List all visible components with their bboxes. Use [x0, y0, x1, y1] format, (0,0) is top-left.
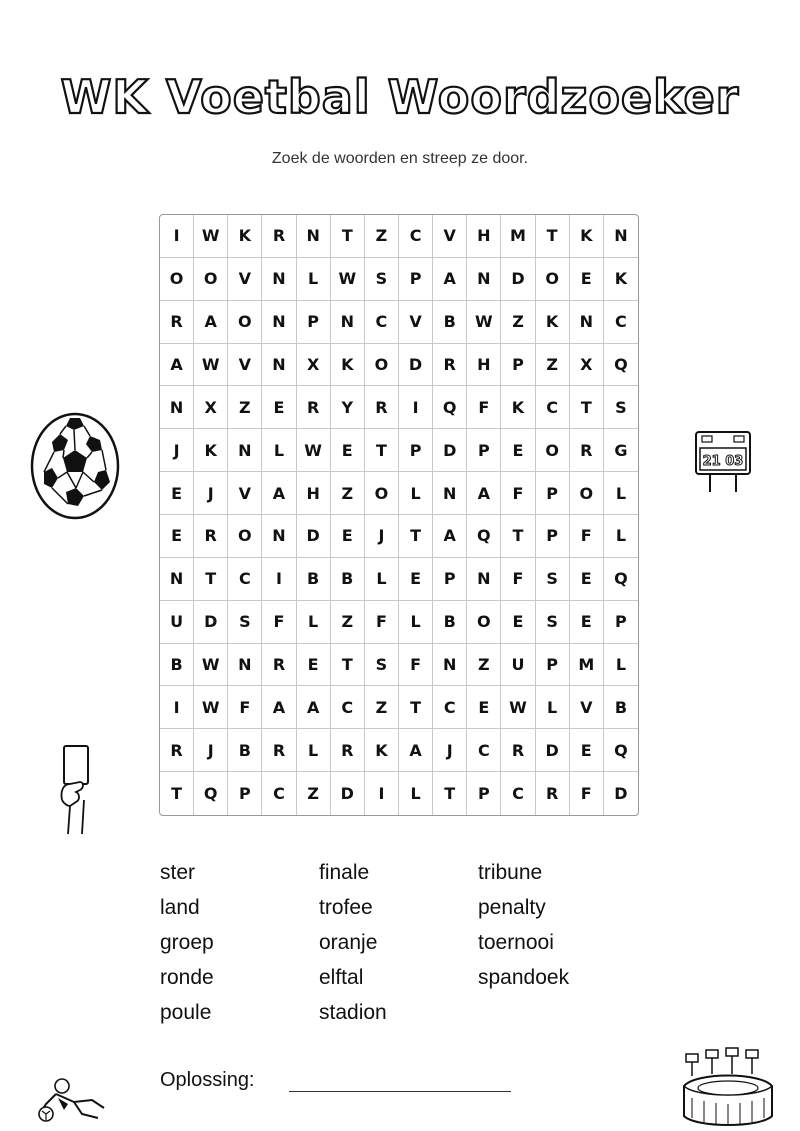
grid-cell[interactable]: T [331, 644, 365, 687]
grid-cell[interactable]: T [331, 215, 365, 258]
grid-cell[interactable]: I [399, 386, 433, 429]
grid-cell[interactable]: C [399, 215, 433, 258]
grid-cell[interactable]: H [297, 472, 331, 515]
grid-cell[interactable]: O [467, 601, 501, 644]
grid-cell[interactable]: J [160, 429, 194, 472]
grid-cell[interactable]: E [501, 429, 535, 472]
grid-cell[interactable]: R [262, 215, 296, 258]
grid-cell[interactable]: C [331, 686, 365, 729]
grid-cell[interactable]: E [570, 258, 604, 301]
grid-cell[interactable]: J [365, 515, 399, 558]
grid-cell[interactable]: O [536, 429, 570, 472]
word-item: finale [319, 861, 370, 884]
grid-cell[interactable]: G [604, 429, 638, 472]
grid-cell[interactable]: E [570, 729, 604, 772]
scoreboard-icon [694, 430, 752, 494]
grid-cell[interactable]: R [501, 729, 535, 772]
grid-cell[interactable]: O [365, 472, 399, 515]
grid-cell[interactable]: H [467, 215, 501, 258]
grid-cell[interactable]: D [194, 601, 228, 644]
grid-cell[interactable]: R [160, 729, 194, 772]
grid-cell[interactable]: I [365, 772, 399, 815]
grid-cell[interactable]: L [297, 258, 331, 301]
grid-cell[interactable]: N [228, 429, 262, 472]
grid-cell[interactable]: O [228, 515, 262, 558]
grid-cell[interactable]: X [570, 344, 604, 387]
grid-cell[interactable]: S [604, 386, 638, 429]
grid-cell[interactable]: R [433, 344, 467, 387]
grid-cell[interactable]: D [399, 344, 433, 387]
soccer-ball-icon [30, 412, 120, 520]
grid-cell[interactable]: S [365, 644, 399, 687]
grid-cell[interactable]: A [433, 515, 467, 558]
grid-cell[interactable]: D [614, 784, 628, 804]
grid-cell[interactable]: N [262, 301, 296, 344]
grid-cell[interactable]: Z [228, 386, 262, 429]
grid-cell[interactable]: S [536, 558, 570, 601]
grid-cell[interactable]: A [297, 686, 331, 729]
grid-cell[interactable]: P [467, 772, 501, 815]
grid-cell[interactable]: C [604, 301, 638, 344]
grid-cell[interactable]: K [228, 215, 262, 258]
grid-cell[interactable]: R [297, 386, 331, 429]
grid-cell[interactable]: N [297, 215, 331, 258]
word-list [160, 858, 640, 1033]
grid-cell[interactable]: S [365, 258, 399, 301]
grid-cell[interactable]: W [331, 258, 365, 301]
grid-cell[interactable]: N [331, 301, 365, 344]
grid-cell[interactable]: L [399, 772, 433, 815]
word-item: tribune [478, 861, 543, 884]
grid-cell[interactable]: E [399, 558, 433, 601]
grid-cell[interactable]: B [228, 729, 262, 772]
grid-cell[interactable]: S [228, 601, 262, 644]
grid-cell[interactable]: V [570, 686, 604, 729]
grid-cell[interactable]: Q [433, 386, 467, 429]
grid-cell[interactable]: E [160, 515, 194, 558]
grid-cell[interactable]: L [262, 429, 296, 472]
grid-cell[interactable]: I [160, 215, 194, 258]
grid-cell[interactable]: W [194, 344, 228, 387]
grid-cell[interactable]: P [536, 515, 570, 558]
grid-cell[interactable]: N [160, 386, 194, 429]
grid-cell[interactable]: C [501, 772, 535, 815]
scoreboard-score: 21 03 [702, 454, 744, 469]
grid-cell[interactable]: N [228, 644, 262, 687]
grid-cell[interactable]: Z [365, 686, 399, 729]
grid-cell[interactable]: O [536, 258, 570, 301]
grid-cell[interactable]: S [536, 601, 570, 644]
grid-cell[interactable]: P [399, 258, 433, 301]
grid-cell[interactable]: T [399, 686, 433, 729]
grid-cell[interactable]: T [399, 515, 433, 558]
grid-cell[interactable]: O [570, 472, 604, 515]
grid-cell[interactable]: C [262, 772, 296, 815]
grid-cell[interactable]: T [160, 772, 194, 815]
grid-cell[interactable]: K [194, 429, 228, 472]
grid-cell[interactable]: L [604, 644, 638, 687]
grid-cell[interactable]: W [194, 686, 228, 729]
grid-cell[interactable]: F [262, 601, 296, 644]
word-item: penalty [478, 896, 546, 919]
grid-cell[interactable]: P [536, 644, 570, 687]
grid-cell[interactable]: B [604, 686, 638, 729]
grid-cell[interactable]: J [433, 729, 467, 772]
grid-cell[interactable]: X [194, 386, 228, 429]
word-item: stadion [319, 1001, 387, 1024]
grid-cell[interactable]: E [262, 386, 296, 429]
grid-cell[interactable]: J [194, 729, 228, 772]
grid-cell[interactable]: P [228, 772, 262, 815]
solution-answer-line[interactable] [289, 1071, 511, 1092]
grid-cell[interactable]: M [501, 215, 535, 258]
grid-cell[interactable]: E [570, 601, 604, 644]
grid-cell[interactable]: A [262, 472, 296, 515]
grid-cell[interactable]: A [467, 472, 501, 515]
grid-cell[interactable]: V [228, 472, 262, 515]
grid-cell[interactable]: R [262, 644, 296, 687]
grid-cell[interactable]: E [331, 429, 365, 472]
grid-cell[interactable]: E [501, 601, 535, 644]
grid-cell[interactable]: L [365, 558, 399, 601]
grid-cell[interactable]: R [160, 301, 194, 344]
word-item: ster [160, 861, 196, 884]
grid-cell[interactable]: P [399, 429, 433, 472]
word-item: groep [160, 931, 214, 954]
grid-cell[interactable]: R [262, 729, 296, 772]
word-item: oranje [319, 931, 378, 954]
grid-cell[interactable]: Z [467, 644, 501, 687]
grid-cell[interactable]: T [194, 558, 228, 601]
grid-cell[interactable]: I [262, 558, 296, 601]
grid-cell[interactable]: N [604, 215, 638, 258]
grid-cell[interactable]: A [262, 686, 296, 729]
grid-cell[interactable]: P [604, 601, 638, 644]
grid-cell[interactable]: K [604, 258, 638, 301]
word-column-3 [478, 858, 637, 1033]
grid-cell[interactable]: F [570, 772, 604, 815]
grid-cell[interactable]: Q [604, 344, 638, 387]
grid-cell[interactable]: N [262, 258, 296, 301]
grid-cell[interactable]: O [160, 258, 194, 301]
grid-cell[interactable]: W [194, 215, 228, 258]
grid-cell[interactable]: U [501, 644, 535, 687]
grid-cell[interactable]: W [501, 686, 535, 729]
grid-cell[interactable]: V [433, 215, 467, 258]
grid-cell[interactable]: D [536, 729, 570, 772]
grid-cell[interactable]: Z [331, 601, 365, 644]
grid-cell[interactable]: H [467, 344, 501, 387]
grid-cell[interactable]: F [467, 386, 501, 429]
grid-cell[interactable]: P [501, 344, 535, 387]
grid-cell[interactable]: Q [467, 515, 501, 558]
grid-cell[interactable]: B [297, 558, 331, 601]
grid-cell[interactable]: Z [501, 301, 535, 344]
grid-cell[interactable]: L [604, 515, 638, 558]
grid-cell[interactable]: K [536, 301, 570, 344]
grid-cell[interactable]: W [297, 429, 331, 472]
grid-cell[interactable]: L [399, 472, 433, 515]
grid-cell[interactable]: R [331, 729, 365, 772]
grid-cell[interactable]: Z [536, 344, 570, 387]
grid-cell[interactable]: C [467, 729, 501, 772]
grid-cell[interactable]: A [433, 258, 467, 301]
word-item: poule [160, 1001, 212, 1024]
grid-cell[interactable]: N [433, 644, 467, 687]
grid-cell[interactable]: V [228, 258, 262, 301]
grid-cell[interactable]: O [228, 301, 262, 344]
grid-cell[interactable]: C [536, 386, 570, 429]
grid-cell[interactable]: A [160, 344, 194, 387]
grid-cell[interactable]: D [331, 772, 365, 815]
grid-cell[interactable]: Q [194, 772, 228, 815]
grid-cell[interactable]: B [160, 644, 194, 687]
word-item: spandoek [478, 966, 570, 989]
grid-cell[interactable]: C [365, 301, 399, 344]
grid-cell[interactable]: N [160, 558, 194, 601]
grid-cell[interactable]: L [536, 686, 570, 729]
grid-cell[interactable]: P [467, 429, 501, 472]
grid-cell[interactable]: T [501, 515, 535, 558]
grid-cell[interactable]: I [160, 686, 194, 729]
grid-cell[interactable]: W [467, 301, 501, 344]
grid-cell[interactable]: U [160, 601, 194, 644]
grid-cell[interactable]: K [570, 215, 604, 258]
grid-cell[interactable]: Q [604, 558, 638, 601]
grid-cell[interactable]: C [433, 686, 467, 729]
grid-cell[interactable]: E [297, 644, 331, 687]
grid-cell[interactable]: E [467, 686, 501, 729]
grid-cell[interactable]: B [433, 301, 467, 344]
grid-cell[interactable]: M [570, 644, 604, 687]
solution-label: Oplossing: [160, 1069, 255, 1091]
grid-cell[interactable]: E [160, 472, 194, 515]
grid-cell[interactable]: F [399, 644, 433, 687]
grid-cell[interactable]: R [194, 515, 228, 558]
grid-cell[interactable]: R [536, 772, 570, 815]
page-title: WK Voetbal Woordzoeker [60, 70, 740, 124]
grid-cell[interactable]: F [501, 472, 535, 515]
grid-cell[interactable]: B [331, 558, 365, 601]
word-item: ronde [160, 966, 214, 989]
grid-cell[interactable]: W [194, 644, 228, 687]
grid-cell[interactable]: N [467, 558, 501, 601]
word-item: elftal [319, 966, 364, 989]
grid-cell[interactable]: E [331, 515, 365, 558]
grid-cell[interactable]: C [228, 558, 262, 601]
grid-cell[interactable]: R [570, 429, 604, 472]
grid-cell[interactable]: E [570, 558, 604, 601]
grid-cell[interactable]: P [536, 472, 570, 515]
grid-cell[interactable]: T [570, 386, 604, 429]
grid-cell[interactable]: X [297, 344, 331, 387]
grid-cell[interactable]: Z [331, 472, 365, 515]
grid-cell[interactable]: L [399, 601, 433, 644]
grid-cell[interactable]: L [297, 601, 331, 644]
grid-cell[interactable]: F [228, 686, 262, 729]
goalkeeper-icon [34, 1074, 110, 1128]
grid-cell[interactable]: P [297, 301, 331, 344]
grid-cell[interactable]: D [501, 258, 535, 301]
grid-cell[interactable]: Q [604, 729, 638, 772]
grid-cell[interactable]: D [433, 429, 467, 472]
word-column-1 [160, 858, 319, 1033]
grid-cell[interactable]: L [604, 472, 638, 515]
grid-cell[interactable]: Z [365, 215, 399, 258]
grid-cell[interactable]: B [433, 601, 467, 644]
grid-cell[interactable]: N [570, 301, 604, 344]
grid-cell[interactable]: A [194, 301, 228, 344]
stadium-icon [680, 1046, 776, 1130]
grid-cell[interactable]: L [297, 729, 331, 772]
grid-cell[interactable]: Y [331, 386, 365, 429]
grid-cell[interactable]: Z [297, 772, 331, 815]
word-column-2 [319, 858, 478, 1033]
word-item: toernooi [478, 931, 554, 954]
grid-cell[interactable]: N [262, 515, 296, 558]
grid-cell[interactable]: N [262, 344, 296, 387]
solution-area [160, 1069, 511, 1092]
grid-cell[interactable]: F [570, 515, 604, 558]
word-search-grid [159, 214, 639, 816]
grid-cell[interactable]: F [365, 601, 399, 644]
grid-cell[interactable]: T [536, 215, 570, 258]
grid-cell[interactable]: P [433, 558, 467, 601]
grid-cell[interactable]: O [365, 344, 399, 387]
grid-cell[interactable]: A [399, 729, 433, 772]
grid-cell[interactable]: T [433, 772, 467, 815]
grid-cell[interactable]: O [194, 258, 228, 301]
word-item: trofee [319, 896, 373, 919]
page-subtitle: Zoek de woorden en streep ze door. [271, 150, 529, 167]
grid-cell[interactable]: D [297, 515, 331, 558]
card-hand-icon [54, 744, 96, 836]
word-item: land [160, 896, 200, 919]
grid-cell[interactable]: J [194, 472, 228, 515]
grid-cell[interactable]: K [365, 729, 399, 772]
grid-cell[interactable]: F [501, 558, 535, 601]
grid-cell[interactable]: V [399, 301, 433, 344]
grid-cell[interactable]: V [228, 344, 262, 387]
grid-cell[interactable]: T [365, 429, 399, 472]
grid-cell[interactable]: N [467, 258, 501, 301]
grid-cell[interactable]: N [433, 472, 467, 515]
grid-cell[interactable]: K [501, 386, 535, 429]
grid-cell[interactable]: R [365, 386, 399, 429]
grid-cell[interactable]: K [331, 344, 365, 387]
